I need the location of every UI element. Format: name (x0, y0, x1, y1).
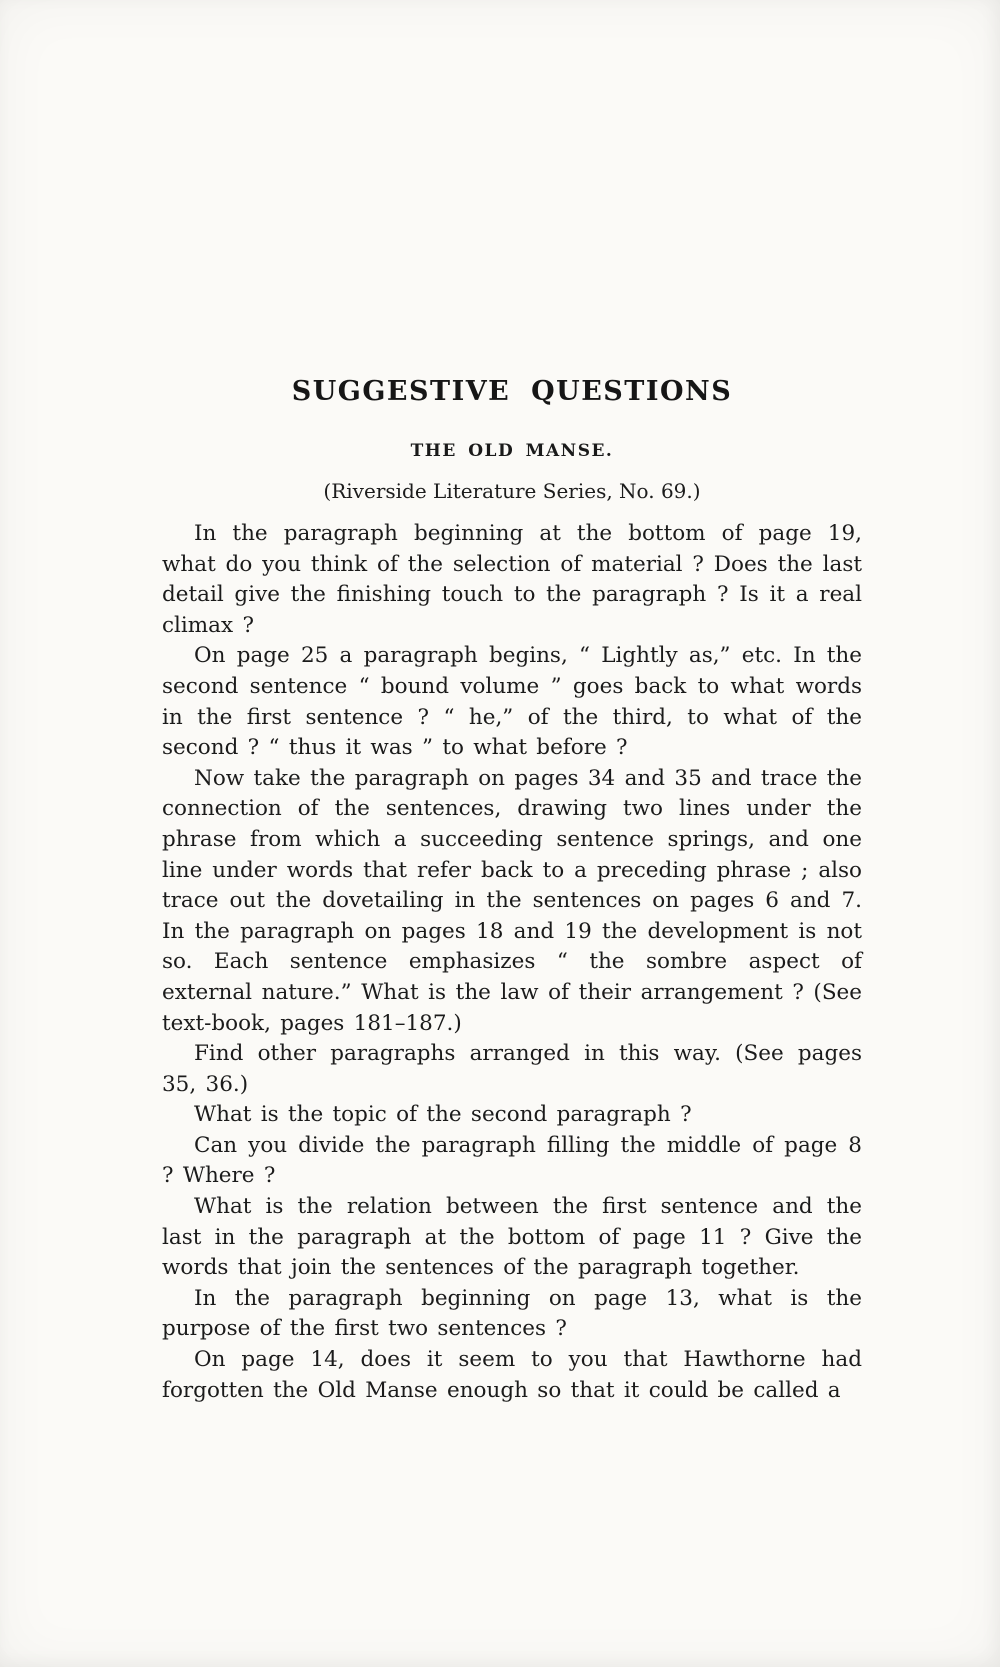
paragraph: Now take the paragraph on pages 34 and 35 and trace the connection of the sentences, drawing two lines under the phrase from which a succeeding sentence springs, and one line under words that refer back to a preceding phrase ; also trace out the dovetailing in the sentences on pages 6 and 7. In the paragraph on pages 18 and 19 the development is not so. Each sentence emphasizes “ the sombre aspect of external nature.” What is the law of their arrangement ? (See text-book, pages 181–187.) (162, 765, 862, 1036)
paragraph: What is the relation between the first sentence and the last in the paragraph at the bottom of page 11 ? Give the words that join the sentences of the paragraph together. (162, 1194, 862, 1281)
series-note: (Riverside Literature Series, No. 69.) (323, 479, 701, 503)
paragraph: On page 14, does it seem to you that Hawthorne had forgotten the Old Manse enough so that it could be called a (162, 1347, 862, 1403)
paragraph: What is the topic of the second paragraph ? (194, 1102, 692, 1128)
paragraph: Can you divide the paragraph filling the middle of page 8 ? Where ? (162, 1132, 862, 1189)
paragraph: In the paragraph beginning on page 13, what is the purpose of the first two sentences ? (162, 1285, 862, 1342)
section-title: THE OLD MANSE. (410, 441, 614, 461)
paragraph: Find other paragraphs arranged in this way. (See pages 35, 36.) (162, 1041, 862, 1097)
page-content (162, 376, 862, 1406)
paragraph: On page 25 a paragraph begins, “ Lightly as,” etc. In the second sentence “ bound volume ” goes back to what words in the first sentence ? “ he,” of the third, to what of the second ? “ thus it was ” to what before ? (162, 643, 862, 761)
page-title: SUGGESTIVE QUESTIONS (291, 376, 733, 407)
paragraph: In the paragraph beginning at the bottom of page 19, what do you think of the selection of material ? Does the last detail give the finishing touch to the paragraph ? Is it a real climax ? (162, 521, 862, 638)
